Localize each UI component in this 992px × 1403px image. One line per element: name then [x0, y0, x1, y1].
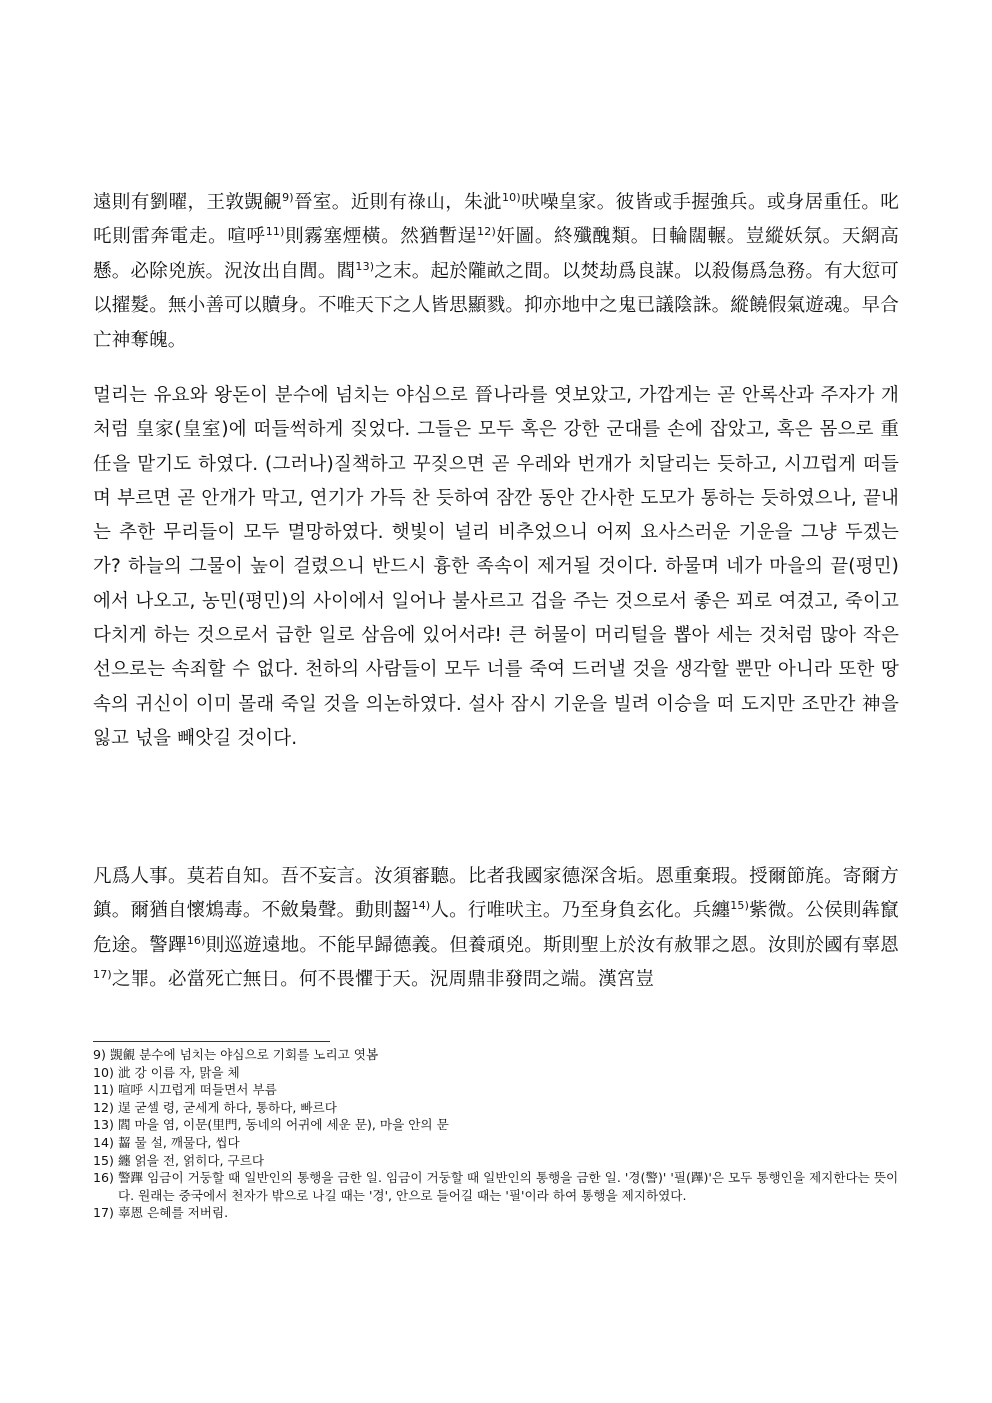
translation-paragraph: 멀리는 유요와 왕돈이 분수에 넘치는 야심으로 晉나라를 엿보았고, 가깝게는 곧 안록산과 주자가 개처럼 皇家(皇室)에 떠들썩하게 짖었다. 그들은 모두 혹은 강한 군대를 손에 잡았고, 혹은 몸으로 重任을 맡기도 하였다. (그러나)질책하고 꾸짖으면 곧 우레와 번개가 치달리는 듯하고, 시끄럽게 떠들며 부르면 곧 안개가 막고, 연기가 가득 찬 듯하여 잠깐 동안 간사한 도모가 통하는 듯하였으나, 끝내는 추한 무리들이 모두 멸망하였다. 햇빛이 널리 비추었으니 어찌 요사스러운 기운을 그냥 두겠는가? 하늘의 그물이 높이 걸렸으니 반드시 흉한 족속이 제거될 것이다. 하물며 네가 마을의 끝(평민)에서 나오고, 농민(평민)의 사이에서 일어나 불사르고 겁을 주는 것으로서 좋은 꾀로 여겼고, 죽이고 다치게 하는 것으로서 급한 일로 삼음에 있어서랴! 큰 허물이 머리털을 뽑아 세는 것처럼 많아 작은 선으로는 속죄할 수 없다. 천하의 사람들이 모두 너를 죽여 드러낼 것을 생각할 뿐만 아니라 또한 땅 속의 귀신이 이미 몰래 죽일 것을 의논하였다. 설사 잠시 기운을 빌려 이승을 떠 도지만 조만간 神을 잃고 넋을 빼앗길 것이다. — [93, 385, 899, 749]
footnote-number: 11) — [93, 1082, 118, 1098]
footnote-text: 纏 얽을 전, 얽히다, 구르다 — [117, 1152, 265, 1168]
classical-paragraph — [93, 860, 899, 998]
korean-translation-paragraph-1 — [93, 379, 899, 756]
footnote-ref: 9) — [282, 191, 294, 205]
footnote-number: 13) — [93, 1117, 118, 1133]
text-segment: 晉室。近則有祿山，朱泚 — [293, 192, 502, 213]
footnote-separator — [93, 1041, 330, 1042]
text-segment: 紫微。公侯則犇竄危途。警蹕 — [93, 900, 899, 956]
footnote-ref: 14) — [411, 899, 431, 913]
footnote-number: 16) — [93, 1170, 118, 1186]
text-segment: 之末。起於隴畝之間。以焚劫爲良謀。以殺傷爲急務。有大愆可以擢髮。無小善可以贖身。不唯天下之人皆思顯戮。抑亦地中之鬼已議陰誅。縱饒假氣遊魂。早合亡神奪魄。 — [93, 260, 899, 351]
text-segment: 凡爲人事。莫若自知。吾不妄言。汝須審聽。比者我國家德深含垢。恩重棄瑕。授爾節旄。寄爾方鎮。爾猶自懷鴆毒。不斂梟聲。動則齧 — [93, 866, 899, 922]
footnote-ref: 15) — [730, 899, 750, 913]
footnote-item — [93, 1134, 899, 1152]
text-segment: 之罪。必當死亡無日。何不畏懼于天。況周鼎非發問之端。漢宮豈 — [111, 969, 655, 991]
footnote-ref: 10) — [501, 191, 521, 205]
classical-paragraph — [93, 186, 899, 358]
footnote-text: 辜恩 은혜를 저버림. — [117, 1205, 229, 1221]
footnote-item — [93, 1099, 899, 1117]
footnote-item — [93, 1064, 899, 1082]
footnote-item — [93, 1169, 899, 1204]
text-segment: 則霧塞煙橫。然猶暫逞 — [284, 226, 478, 248]
footnote-text: 泚 강 이름 자, 맑을 체 — [117, 1064, 240, 1080]
text-segment: 吠噪皇家。彼皆或手握強兵。或身居重任。叱吒則雷奔電走。喧呼 — [93, 192, 899, 248]
footnote-ref: 11) — [265, 225, 285, 239]
classical-text-paragraph-1 — [93, 186, 899, 358]
text-segment: 遠則有劉曜，王敦覬覦 — [93, 192, 283, 213]
footnotes-section — [93, 1046, 899, 1222]
text-segment: 人。行唯吠主。乃至身負玄化。兵纏 — [430, 900, 731, 922]
footnote-item — [93, 1081, 899, 1099]
footnote-text: 齧 물 설, 깨물다, 씹다 — [117, 1134, 240, 1150]
footnote-text: 警蹕 임금이 거둥할 때 일반인의 통행을 금한 일. 임금이 거둥할 때 일반인의 통행을 금한 일. '경(警)' '필(蹕)'은 모두 통행인을 제지한다는 뜻이다. 원래는 중국에서 천자가 밖으로 나길 때는 '경', 안으로 들어길 때는 '필'이라 하여 통행을 제지하였다. — [117, 1170, 899, 1203]
footnote-ref: 17) — [93, 968, 112, 982]
classical-text-paragraph-2 — [93, 860, 899, 998]
footnote-text: 逞 굳셀 령, 굳세게 하다, 통하다, 빠르다 — [117, 1099, 337, 1115]
footnote-ref: 12) — [477, 225, 496, 239]
footnote-ref: 16) — [186, 934, 206, 947]
text-segment: 則巡遊遠地。不能早歸德義。但養頑兇。斯則聖上於汝有赦罪之恩。汝則於國有辜恩 — [205, 934, 899, 956]
footnote-item — [93, 1046, 899, 1064]
footnote-item — [93, 1116, 899, 1134]
footnote-text: 閻 마을 염, 이문(里門, 동네의 어귀에 세운 문), 마을 안의 문 — [117, 1117, 449, 1133]
footnote-ref: 13) — [355, 260, 375, 273]
footnote-number: 10) — [93, 1064, 118, 1080]
footnote-item — [93, 1152, 899, 1170]
footnote-number: 9) — [93, 1047, 110, 1062]
footnote-item — [93, 1204, 899, 1222]
text-segment: 奸圖。終殲醜類。日輪闊輾。豈縱妖氛。天網高懸。必除兇族。況汝出自閭。閻 — [93, 226, 899, 282]
footnote-number: 15) — [93, 1152, 118, 1168]
footnote-number: 17) — [93, 1205, 118, 1221]
footnote-number: 14) — [93, 1134, 118, 1150]
footnote-number: 12) — [93, 1099, 118, 1115]
footnote-text: 覬覦 분수에 넘치는 야심으로 기회를 노리고 엿봄 — [109, 1047, 379, 1062]
footnote-text: 喧呼 시끄럽게 떠들면서 부름 — [117, 1082, 277, 1098]
